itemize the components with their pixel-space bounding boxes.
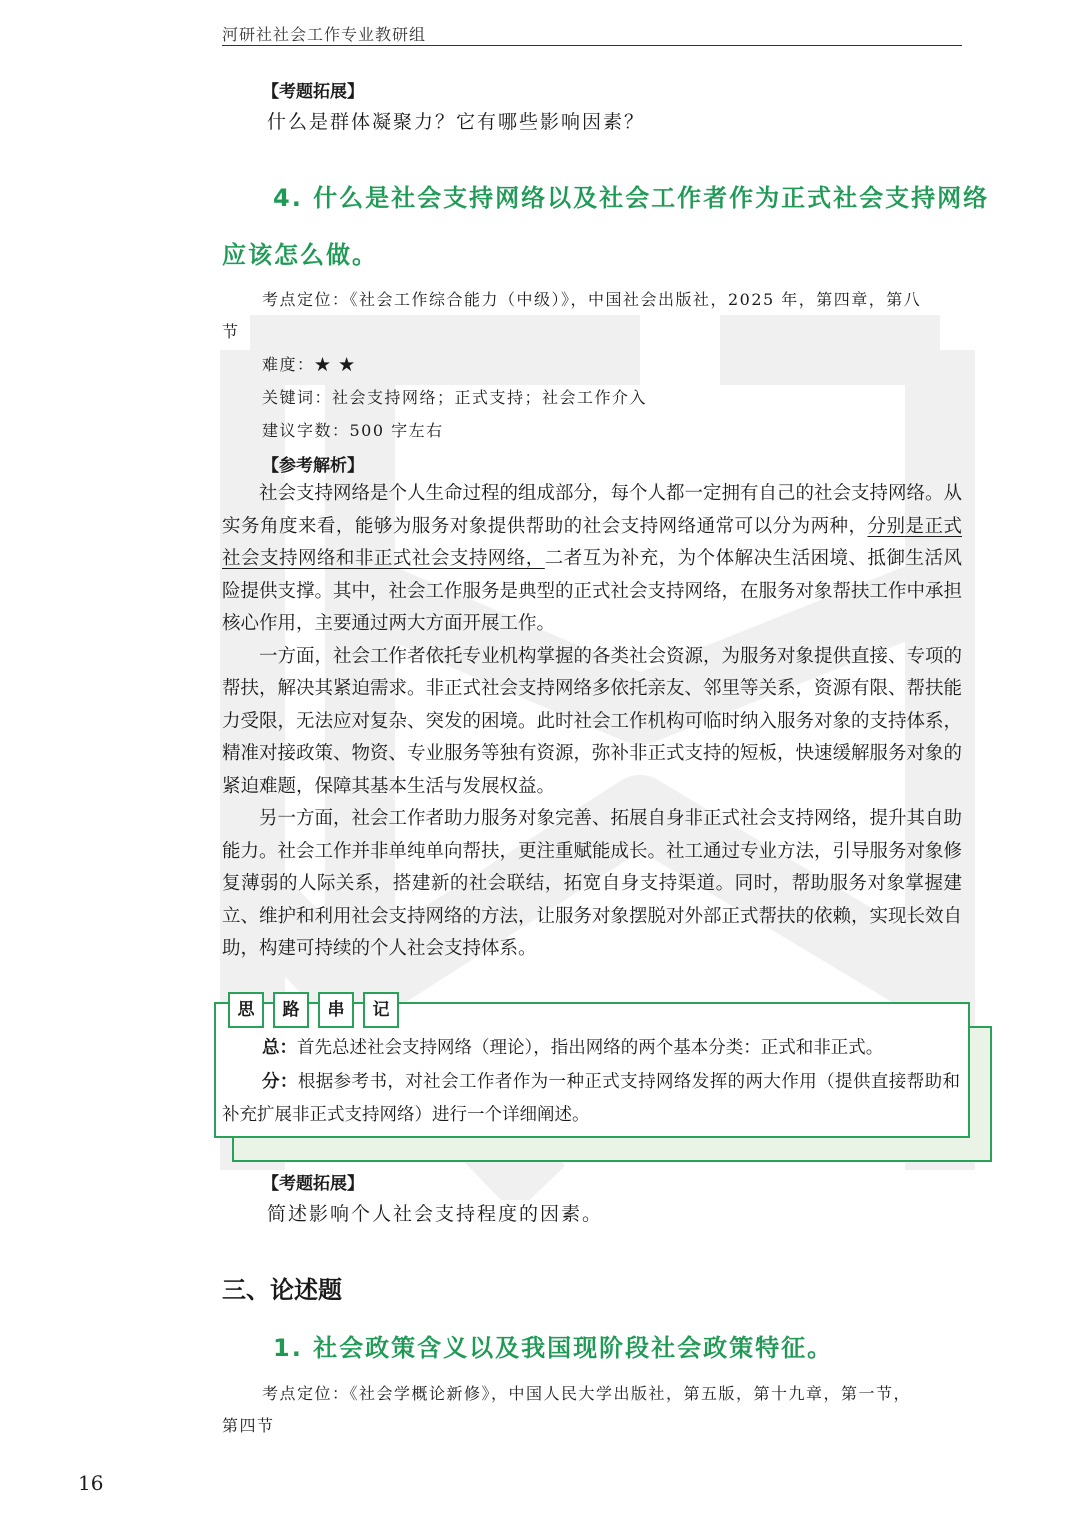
- question-title-line2: 应该怎么做。: [222, 241, 378, 269]
- part-label: 分：: [262, 1072, 298, 1092]
- thinking-tag-4: 记: [363, 992, 399, 1028]
- thinking-tag-3: 串: [318, 992, 354, 1028]
- thinking-tag-2: 路: [273, 992, 309, 1028]
- part-text: 根据参考书，对社会工作者作为一种正式支持网络发挥的两大作用（提供直接帮助和补充扩展非正式支持网络）进行一个详细阐述。: [222, 1072, 961, 1125]
- analysis-paragraph-3: 另一方面，社会工作者助力服务对象完善、拓展自身非正式社会支持网络，提升其自助能力。社会工作并非单纯单向帮扶，更注重赋能成长。社工通过专业方法，引导服务对象修复薄弱的人际关系，搭建新的社会联结，拓宽自身支持渠道。同时，帮助服务对象掌握建立、维护和利用社会支持网络的方法，让服务对象摆脱对外部正式帮扶的依赖，实现长效自助，构建可持续的个人社会支持体系。: [222, 808, 963, 959]
- analysis-label: 【参考解析】: [262, 456, 364, 476]
- thinking-part: [222, 1066, 960, 1132]
- total-label: 总：: [262, 1038, 297, 1058]
- thinking-total: [222, 1032, 960, 1065]
- section-heading: 三、论述题: [222, 1276, 342, 1304]
- analysis-paragraph-1: [222, 478, 962, 641]
- section-question-title: 1. 社会政策含义以及我国现阶段社会政策特征。: [273, 1334, 834, 1362]
- page-number: 16: [78, 1471, 104, 1495]
- paragraph-1-text-a: 社会支持网络是个人生命过程的组成部分，每个人都一定拥有自己的社会支持网络。从实务角度来看，能够为服务对象提供帮助的社会支持网络通常可以分为两种，: [222, 483, 963, 537]
- expansion-label-1: 【考题拓展】: [262, 82, 364, 102]
- difficulty: 难度：★ ★: [262, 355, 357, 374]
- exam-location-line2: 节: [222, 322, 240, 341]
- thinking-tag-1: 思: [228, 992, 264, 1028]
- section-location-line1: 考点定位：《社会学概论新修》，中国人民大学出版社，第五版，第十九章，第一节，: [262, 1384, 912, 1403]
- paragraph-1-underlined: 分别是正式社会支持网络和非正式社会支持网络，: [222, 515, 962, 569]
- total-text: 首先总述社会支持网络（理论），指出网络的两个基本分类：正式和非正式。: [297, 1038, 884, 1058]
- expansion-question-2: 简述影响个人社会支持程度的因素。: [267, 1203, 604, 1225]
- word-count: 建议字数：500 字左右: [262, 421, 444, 440]
- expansion-question-1: 什么是群体凝聚力？它有哪些影响因素？: [267, 111, 646, 133]
- question-title-line1: 4. 什么是社会支持网络以及社会工作者作为正式社会支持网络: [273, 184, 990, 212]
- header-rule: [222, 45, 962, 46]
- paragraph-1-text-b: 二者互为补充，为个体解决生活困境、抵御生活风险提供支撑。其中，社会工作服务是典型的正式社会支持网络，在服务对象帮扶工作中承担核心作用，主要通过两大方面开展工作。: [222, 548, 963, 634]
- expansion-label-2: 【考题拓展】: [262, 1174, 364, 1194]
- section-location-line2: 第四节: [222, 1416, 275, 1435]
- analysis-paragraph-2: 一方面，社会工作者依托专业机构掌握的各类社会资源，为服务对象提供直接、专项的帮扶，解决其紧迫需求。非正式社会支持网络多依托亲友、邻里等关系，资源有限、帮扶能力受限，无法应对复杂、突发的困境。此时社会工作机构可临时纳入服务对象的支持体系，精准对接政策、物资、专业服务等独有资源，弥补非正式支持的短板，快速缓解服务对象的紧迫难题，保障其基本生活与发展权益。: [222, 645, 963, 797]
- exam-location-line1: 考点定位：《社会工作综合能力（中级）》，中国社会出版社，2025 年，第四章，第八: [262, 290, 922, 309]
- keywords: 关键词：社会支持网络；正式支持；社会工作介入: [262, 388, 648, 407]
- analysis-body: [222, 478, 962, 966]
- running-header: 河研社社会工作专业教研组: [222, 25, 427, 44]
